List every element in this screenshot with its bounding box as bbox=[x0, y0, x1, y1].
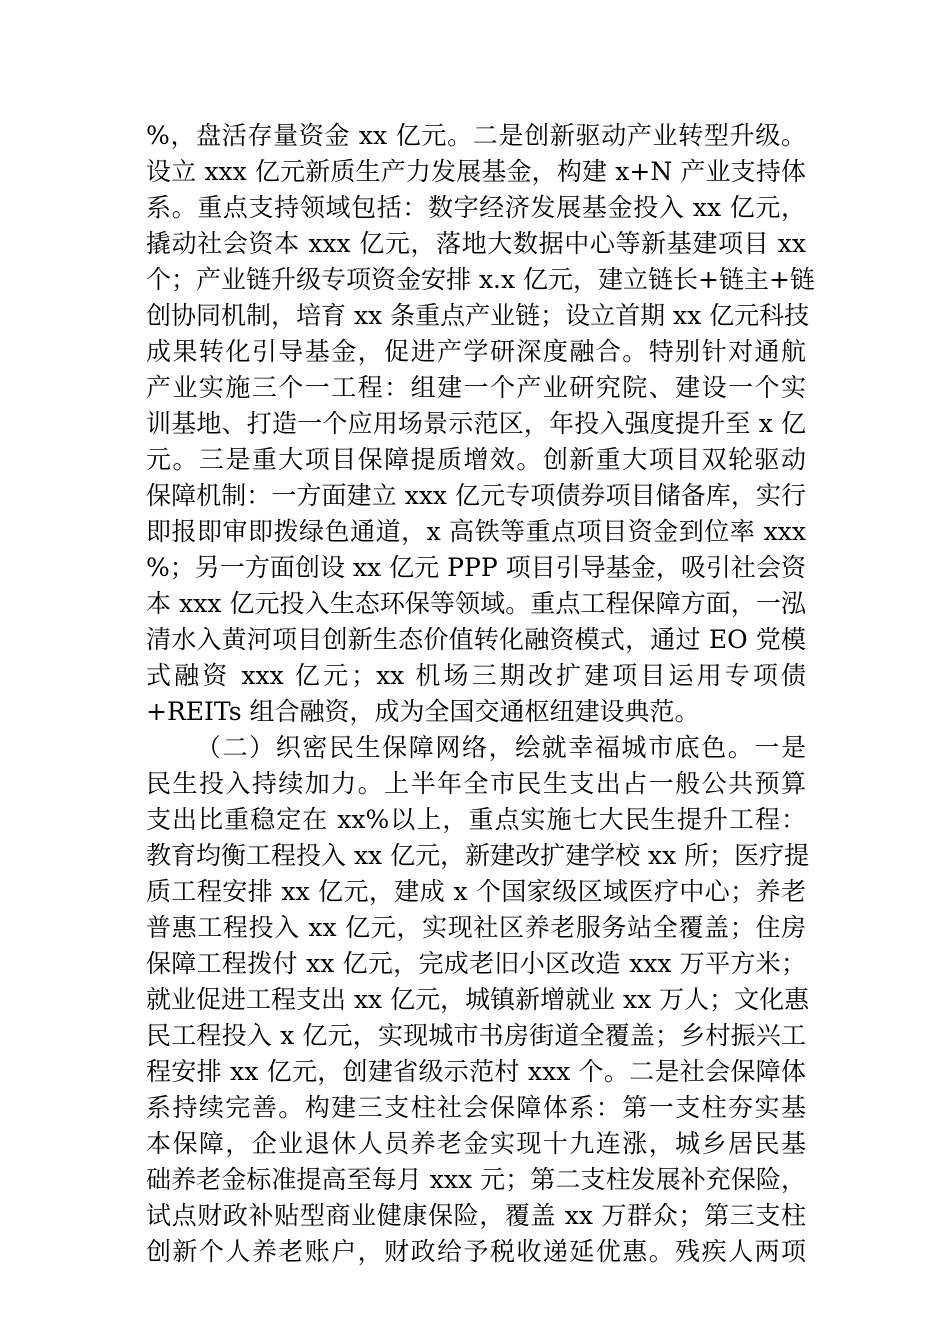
text-line: 支出比重稳定在 xx%以上，重点实施七大民生提升工程： bbox=[146, 805, 806, 834]
text-line: 保障工程拨付 xx 亿元，完成老旧小区改造 xxx 万平方米； bbox=[146, 949, 806, 978]
text-line: 民工程投入 x 亿元，实现城市书房街道全覆盖；乡村振兴工 bbox=[146, 1021, 806, 1050]
text-line: 础养老金标准提高至每月 xxx 元；第二支柱发展补充保险， bbox=[146, 1165, 806, 1194]
text-line: 试点财政补贴型商业健康保险，覆盖 xx 万群众；第三支柱 bbox=[146, 1201, 806, 1230]
text-line: 个；产业链升级专项资金安排 x.x 亿元，建立链长+链主+链 bbox=[146, 265, 815, 294]
document-body bbox=[146, 118, 815, 1270]
text-line: 民生投入持续加力。上半年全市民生支出占一般公共预算 bbox=[146, 769, 806, 798]
text-line: 本保障，企业退休人员养老金实现十九连涨，城乡居民基 bbox=[146, 1129, 806, 1158]
text-line: 创协同机制，培育 xx 条重点产业链；设立首期 xx 亿元科技 bbox=[146, 301, 810, 330]
text-line: 成果转化引导基金，促进产学研深度融合。特别针对通航 bbox=[146, 337, 806, 366]
text-line: +REITs 组合融资，成为全国交通枢纽建设典范。 bbox=[146, 697, 700, 726]
text-line: 程安排 xx 亿元，创建省级示范村 xxx 个。二是社会保障体 bbox=[146, 1057, 806, 1086]
text-line: 即报即审即拨绿色通道，x 高铁等重点项目资金到位率 xxx bbox=[146, 517, 806, 546]
text-line: 创新个人养老账户，财政给予税收递延优惠。残疾人两项 bbox=[146, 1237, 806, 1266]
text-line: 系持续完善。构建三支柱社会保障体系：第一支柱夯实基 bbox=[146, 1093, 806, 1122]
section-heading-line: （二）织密民生保障网络，绘就幸福城市底色。一是 bbox=[196, 733, 806, 762]
text-line: 就业促进工程支出 xx 亿元，城镇新增就业 xx 万人；文化惠 bbox=[146, 985, 810, 1014]
text-line: 系。重点支持领域包括：数字经济发展基金投入 xx 亿元， bbox=[146, 193, 806, 222]
text-line: 训基地、打造一个应用场景示范区，年投入强度提升至 x 亿 bbox=[146, 409, 806, 438]
text-line: 元。三是重大项目保障提质增效。创新重大项目双轮驱动 bbox=[146, 445, 806, 474]
paragraph-1 bbox=[146, 118, 815, 730]
text-line: %，盘活存量资金 xx 亿元。二是创新驱动产业转型升级。 bbox=[146, 121, 806, 150]
text-line: 式融资 xxx 亿元；xx 机场三期改扩建项目运用专项债 bbox=[146, 661, 806, 690]
text-line: 撬动社会资本 xxx 亿元，落地大数据中心等新基建项目 xx bbox=[146, 229, 806, 258]
text-line: 质工程安排 xx 亿元，建成 x 个国家级区域医疗中心；养老 bbox=[146, 877, 806, 906]
text-line: 普惠工程投入 xx 亿元，实现社区养老服务站全覆盖；住房 bbox=[146, 913, 806, 942]
text-line: 设立 xxx 亿元新质生产力发展基金，构建 x+N 产业支持体 bbox=[146, 157, 806, 186]
text-line: 本 xxx 亿元投入生态环保等领域。重点工程保障方面，一泓 bbox=[146, 589, 806, 618]
text-line: 产业实施三个一工程：组建一个产业研究院、建设一个实 bbox=[146, 373, 806, 402]
text-line: %；另一方面创设 xx 亿元 PPP 项目引导基金，吸引社会资 bbox=[146, 553, 806, 582]
text-line: 清水入黄河项目创新生态价值转化融资模式，通过 EO 党模 bbox=[146, 625, 806, 654]
text-line: 保障机制：一方面建立 xxx 亿元专项债券项目储备库，实行 bbox=[146, 481, 806, 510]
text-line: 教育均衡工程投入 xx 亿元，新建改扩建学校 xx 所；医疗提 bbox=[146, 841, 810, 870]
paragraph-2 bbox=[146, 730, 810, 1270]
